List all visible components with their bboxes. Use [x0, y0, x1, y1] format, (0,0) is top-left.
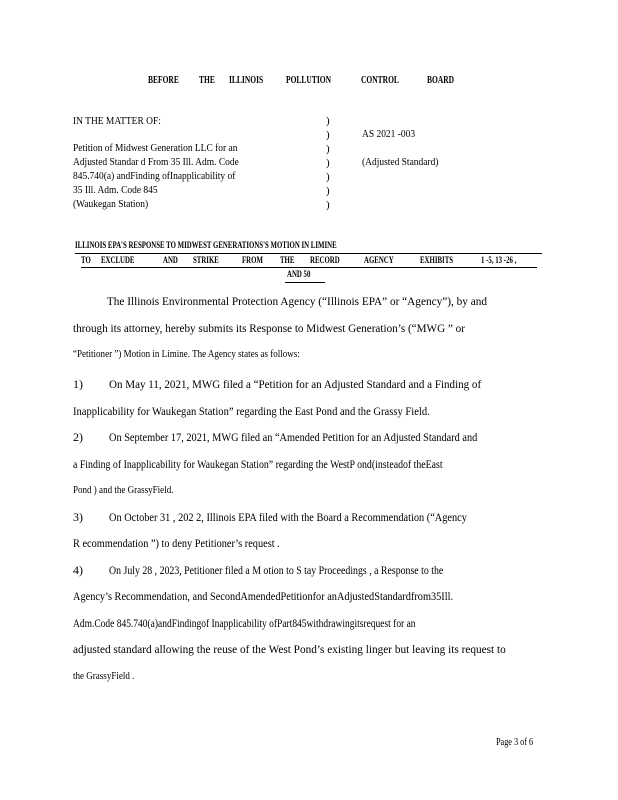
item-number: 1)	[73, 377, 83, 391]
title-word: AND	[163, 256, 178, 266]
header-word: BOARD	[427, 75, 455, 86]
item-text: On May 11, 2021, MWG filed a “Petition for an Adjusted Standard and a Finding of	[109, 377, 482, 391]
list-item-cont: adjusted standard allowing the reuse of the West Pond’s existing linger but leaving its request to	[73, 642, 506, 656]
title-rule-mid	[81, 267, 537, 268]
item-text: On September 17, 2021, MWG filed an “Amended Petition for an Adjusted Standard and	[109, 430, 478, 444]
title-rule-bottom	[285, 282, 325, 283]
title-line-1: ILLINOIS EPA'S RESPONSE TO MIDWEST GENERATIONS'S MOTION IN LIMINE	[75, 241, 337, 251]
title-word: STRIKE	[193, 256, 219, 266]
item-number: 4)	[73, 562, 83, 577]
intro-line: The Illinois Environmental Protection Agency (“Illinois EPA” or “Agency”), by and	[106, 294, 488, 308]
caption-line: 845.740(a) andFinding ofInapplicability of	[73, 170, 236, 182]
intro-line: “Petitioner ”) Motion in Limine. The Agency states as follows:	[73, 348, 300, 360]
list-item	[73, 557, 543, 584]
header-word: CONTROL	[361, 75, 399, 86]
caption-line: 35 Ill. Adm. Code 845	[73, 184, 158, 196]
title-word: EXHIBITS	[420, 256, 454, 266]
numbered-list	[73, 371, 543, 689]
intro-line: through its attorney, hereby submits its Response to Midwest Generation’s (“MWG ” or	[73, 320, 465, 335]
title-line-3: AND 50	[287, 270, 311, 280]
header-word: BEFORE	[148, 75, 179, 86]
header-word: THE	[199, 75, 215, 86]
docket-type: (Adjusted Standard)	[362, 156, 439, 168]
list-item-cont: Inapplicability for Waukegan Station” regarding the East Pond and the Grassy Field.	[73, 403, 430, 418]
title-word: 1 -5, 13 -26 ,	[481, 256, 517, 266]
list-item-cont: R ecommendation ”) to deny Petitioner’s request .	[73, 536, 280, 550]
header-word: ILLINOIS	[229, 75, 264, 86]
caption-line: (Waukegan Station)	[73, 198, 149, 210]
list-item-cont: Adm.Code 845.740(a)andFindingof Inapplicability ofPart845withdrawingitsrequest for an	[73, 615, 416, 630]
intro-paragraph	[73, 288, 543, 368]
title-word: FROM	[242, 256, 263, 266]
title-word: EXCLUDE	[101, 256, 135, 266]
caption-left	[73, 141, 266, 211]
in-the-matter: IN THE MATTER OF:	[73, 115, 161, 127]
title-word: RECORD	[310, 256, 340, 266]
title-word: AGENCY	[364, 256, 394, 266]
page-number: Page 3 of 6	[496, 737, 534, 748]
list-item	[73, 371, 543, 398]
board-header	[0, 75, 618, 89]
header-word: POLLUTION	[286, 75, 332, 86]
title-word: TO	[81, 256, 91, 266]
caption-line: Petition of Midwest Generation LLC for an	[73, 142, 238, 154]
item-text: On July 28 , 2023, Petitioner filed a M otion to S tay Proceedings , a Response to the	[109, 562, 444, 577]
title-rule-top	[75, 253, 542, 254]
item-number: 2)	[73, 430, 83, 444]
title-word: THE	[280, 256, 295, 266]
docket-number: AS 2021 -003	[362, 128, 416, 140]
list-item	[73, 504, 543, 531]
list-item-cont: the GrassyField .	[73, 669, 135, 682]
item-number: 3)	[73, 509, 83, 524]
list-item-cont: a Finding of Inapplicability for Waukegan Station” regarding the WestP ond(insteadof theEast	[73, 456, 443, 471]
list-item	[73, 424, 543, 451]
list-item-cont: Pond ) and the GrassyField.	[73, 484, 174, 496]
caption-line: Adjusted Standar d From 35 Ill. Adm. Code	[73, 156, 239, 168]
item-text: On October 31 , 202 2, Illinois EPA filed with the Board a Recommendation (“Agency	[109, 509, 467, 524]
list-item-cont: Agency’s Recommendation, and SecondAmendedPetitionfor anAdjustedStandardfrom35Ill.	[73, 589, 454, 603]
